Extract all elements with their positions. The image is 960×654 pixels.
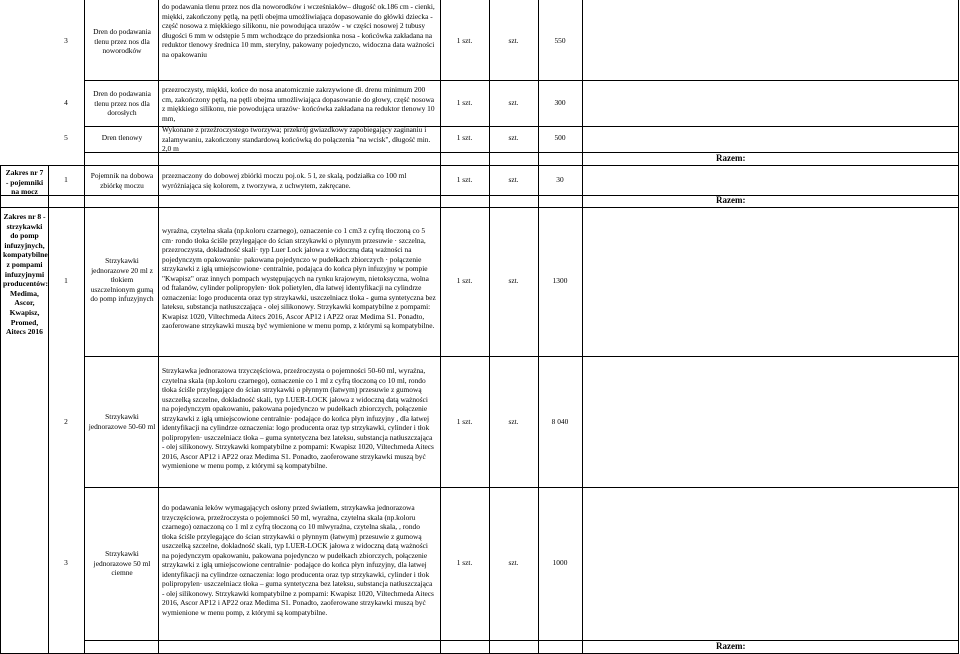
row-qty: 1 szt. [456, 98, 473, 107]
row-desc: do podawania leków wymagających osłony przed światłem, strzykawka jednorazowa trzyczęściowa, przeźroczysta o pojemności 50 ml, wyraźna, czytelna skala (np.koloru czarnego) oznaczoną co 1 ml z cyfrą tłoczoną co 10 mlwyraźna, czytelna skala, , rondo tłoka ściśle przylegające do ścian strzykawki o płynnym (łatwym) przesuwie z gumową uszczelką szczelne, dokładność skali, typ LUER-LOCK jałowa z widoczną datą ważności na pojedynczym opakowaniu, pakowana pojedynczo w pudełkach zbiorczych, połączenie strzykawki z igłą umiejscowione centralnie· podające do końca płyn infuzyjny, dla łatwej identyfikacji na cylindrze oznaczenia: logo producenta oraz typ strzykawki, cylinder i tłok polipropylen· uszczelniacz tłoka – guma syntetyczna bez lateksu, substancja natłuszczająca - olej silikonowy. Strzykawki kompatybilne z pompami: Kwapisz 1020, Viltechmeda Aitecs 2016, Ascor AP12 i AP22 oraz Medima S1. Ponadto, zaoferowane strzykawki muszą być wymienione w menu pomp, z którymi są kompatybilne. [162, 503, 434, 617]
col-line [440, 0, 441, 654]
row-lp: 2 [64, 417, 68, 426]
col-line [158, 0, 159, 654]
row-amount: 1000 [552, 558, 568, 567]
row-line [0, 207, 959, 208]
row-lp: 5 [64, 133, 68, 142]
row-desc: Wykonane z przeźroczystego tworzywa; przekrój gwiazdkowy zapobiegający zaginaniu i zalamywaniu, zakończony standardową końcówką do połączenia "na wcisk", długość min. 2,0 m [162, 125, 431, 153]
row-lp: 3 [64, 558, 68, 567]
row-qty: 1 szt. [456, 417, 473, 426]
row-line [84, 80, 959, 81]
razem-label: Razem: [716, 641, 746, 651]
row-amount: 8 040 [551, 417, 569, 426]
row-lp: 3 [64, 36, 68, 45]
row-name: Strzykawki jednorazowe 50-60 ml [88, 412, 156, 431]
col-line [0, 165, 1, 654]
row-qty: 1 szt. [456, 133, 473, 142]
row-amount: 550 [554, 36, 566, 45]
row-line [84, 640, 959, 641]
row-unit: szt. [508, 133, 519, 142]
row-line [84, 487, 959, 488]
row-qty: 1 szt. [456, 36, 473, 45]
row-name: Strzykawki jednorazowe 20 ml z tłokiem uszczelnionym gumą do pomp infuzyjnych [90, 256, 154, 303]
row-desc: wyraźna, czytelna skala (np.koloru czarnego), oznaczenie co 1 cm3 z cyfrą tłoczoną co 5 cm· rondo tłoka ściśle przylegające do ścian strzykawki o płynnym przesuwie · szczelna, przezroczysta, dokładność skali· typ Luer Lock jałowa z widoczną datą ważności na pojedynczym opakowaniu· pakowana pojedynczo w pudełkach zbiorczych · połączenie strzykawki z igłą umiejscowione· centralnie, podająca do końca płyn infuzyjny w pompie "Kwapisz" oraz innych pompach występujących na rynku krajowym, nietoksyczna, wolna od ftalanów, cylinder polipropylen· tłok polietylen, dla łatwej identyfikacji na cylindrze oznaczenia: logo producenta oraz typ strzykawki, uszczelniacz tłoka - guma syntetyczna bez lateksu, substancja natłuszczająca - olej silikonowy. Strzykawki kompatybilne z pompami: Kwapisz 1020, Viltechmeda Aitecs 2016, Ascor AP12 i AP22 oraz Medima S1. Ponadto, zaoferowane strzykawki muszą być wymienione w menu pomp, z którymi są kompatybilne. [162, 226, 436, 330]
row-unit: szt. [508, 175, 519, 184]
row-line [84, 356, 959, 357]
row-name: Dren do podawania tlenu przez nos dla noworodków [93, 27, 151, 55]
row-name: Dren tlenowy [101, 133, 143, 142]
row-unit: szt. [508, 558, 519, 567]
row-line [0, 165, 959, 166]
row-name: Pojemnik na dobowa zbiórkę moczu [90, 171, 154, 190]
row-lp: 1 [64, 276, 68, 285]
row-name: Strzykawki jednorazowe 50 ml ciemne [93, 549, 151, 577]
group-7-label: Zakres nr 7 - pojemniki na mocz [5, 168, 44, 197]
group-8-label: Zakres nr 8 - strzykawki do pomp infuzyjnych, kompatybilne z pompami infuzyjnymi producentów: Medima, Ascor, Kwapisz, Promed, Aitecs 2016 [3, 212, 49, 337]
row-amount: 1300 [552, 276, 568, 285]
row-unit: szt. [508, 276, 519, 285]
razem-label: Razem: [716, 195, 746, 205]
col-line [538, 0, 539, 654]
row-qty: 1 szt. [456, 276, 473, 285]
row-desc: do podawania tlenu przez nos dla noworodków i wcześniaków– długość ok.186 cm - cienki, miękki, zakończony pętlą, na pętli obejma umożliwiająca dopasowanie do główki dziecka - część nosowa z miękkiego silikonu, nie powodująca urazów - w części nosowej 2 tubusy długości 6 mm w odstępie 5 mm wchodzące do przedsionka nosa - końcówka zakładana na reduktor tlenowy średnica 10 mm, sterylny, pakowany pojedynczo, widoczna data ważności na opakowaniu [162, 2, 435, 59]
row-amount: 30 [556, 175, 564, 184]
row-qty: 1 szt. [456, 558, 473, 567]
row-unit: szt. [508, 98, 519, 107]
row-desc: Strzykawka jednorazowa trzyczęściowa, przeźroczysta o pojemności 50-60 ml, wyraźna, czytelna skala (np.koloru czarnego), oznaczenie co 1 ml z cyfrą tłoczoną co 10 ml, rondo tłoka ściśle przylegające do ścian strzykawki o płynnym (łatwym) przesuwie z gumową uszczelką szczelne, dokładność skali, typ LUER-LOCK jałowa z widoczną datą ważności na pojedynczym opakowaniu, pakowana pojedynczo w pudełkach zbiorczych, połączenie strzykawki z igłą umiejscowione centralnie· podające do końca płyn infuzyjny , dla łatwej identyfikacji na cylindrze oznaczenia: logo producenta oraz typ strzykawki, cylinder i tłok polipropylen· uszczelniacz tłoka – guma syntetyczna bez lateksu, substancja natłuszczająca - olej silikonowy. Strzykawki kompatybilne z pompami: Kwapisz 1020, Viltechmeda Aitecs 2016, Ascor AP12 i AP22 oraz Medima S1. Ponadto, zaoferowane strzykawki muszą być wymienione w menu pomp, z którymi są kompatybilne. [162, 366, 434, 470]
row-name: Dren do podawania tlenu przez nos dla dorosłych [93, 89, 151, 117]
col-line [958, 0, 959, 654]
col-line [84, 0, 85, 654]
row-lp: 1 [64, 175, 68, 184]
row-desc: przezroczysty, miękki, końce do nosa anatomicznie zakrzywione dł. drenu minimum 200 cm, zakończony pętlą, na pętli obejma umożliwiająca dopasowanie do głowy, część nosowa z miękkiego silikonu, nie powodująca urazów· końcówka zakładana na reduktor tlenowy 10 mm, [162, 85, 435, 123]
row-unit: szt. [508, 417, 519, 426]
row-line [0, 195, 959, 196]
row-unit: szt. [508, 36, 519, 45]
col-line [582, 0, 583, 654]
row-lp: 4 [64, 98, 68, 107]
row-amount: 300 [554, 98, 566, 107]
col-line [489, 0, 490, 654]
row-qty: 1 szt. [456, 175, 473, 184]
row-desc: przeznaczony do dobowej zbiórki moczu poj.ok. 5 l, ze skalą, podziałka co 100 ml wyróżniająca się kolorem, z tworzywa, z uchwytem, zakręcane. [162, 171, 407, 190]
razem-label: Razem: [716, 153, 746, 163]
col-line [48, 165, 49, 654]
row-amount: 500 [554, 133, 566, 142]
